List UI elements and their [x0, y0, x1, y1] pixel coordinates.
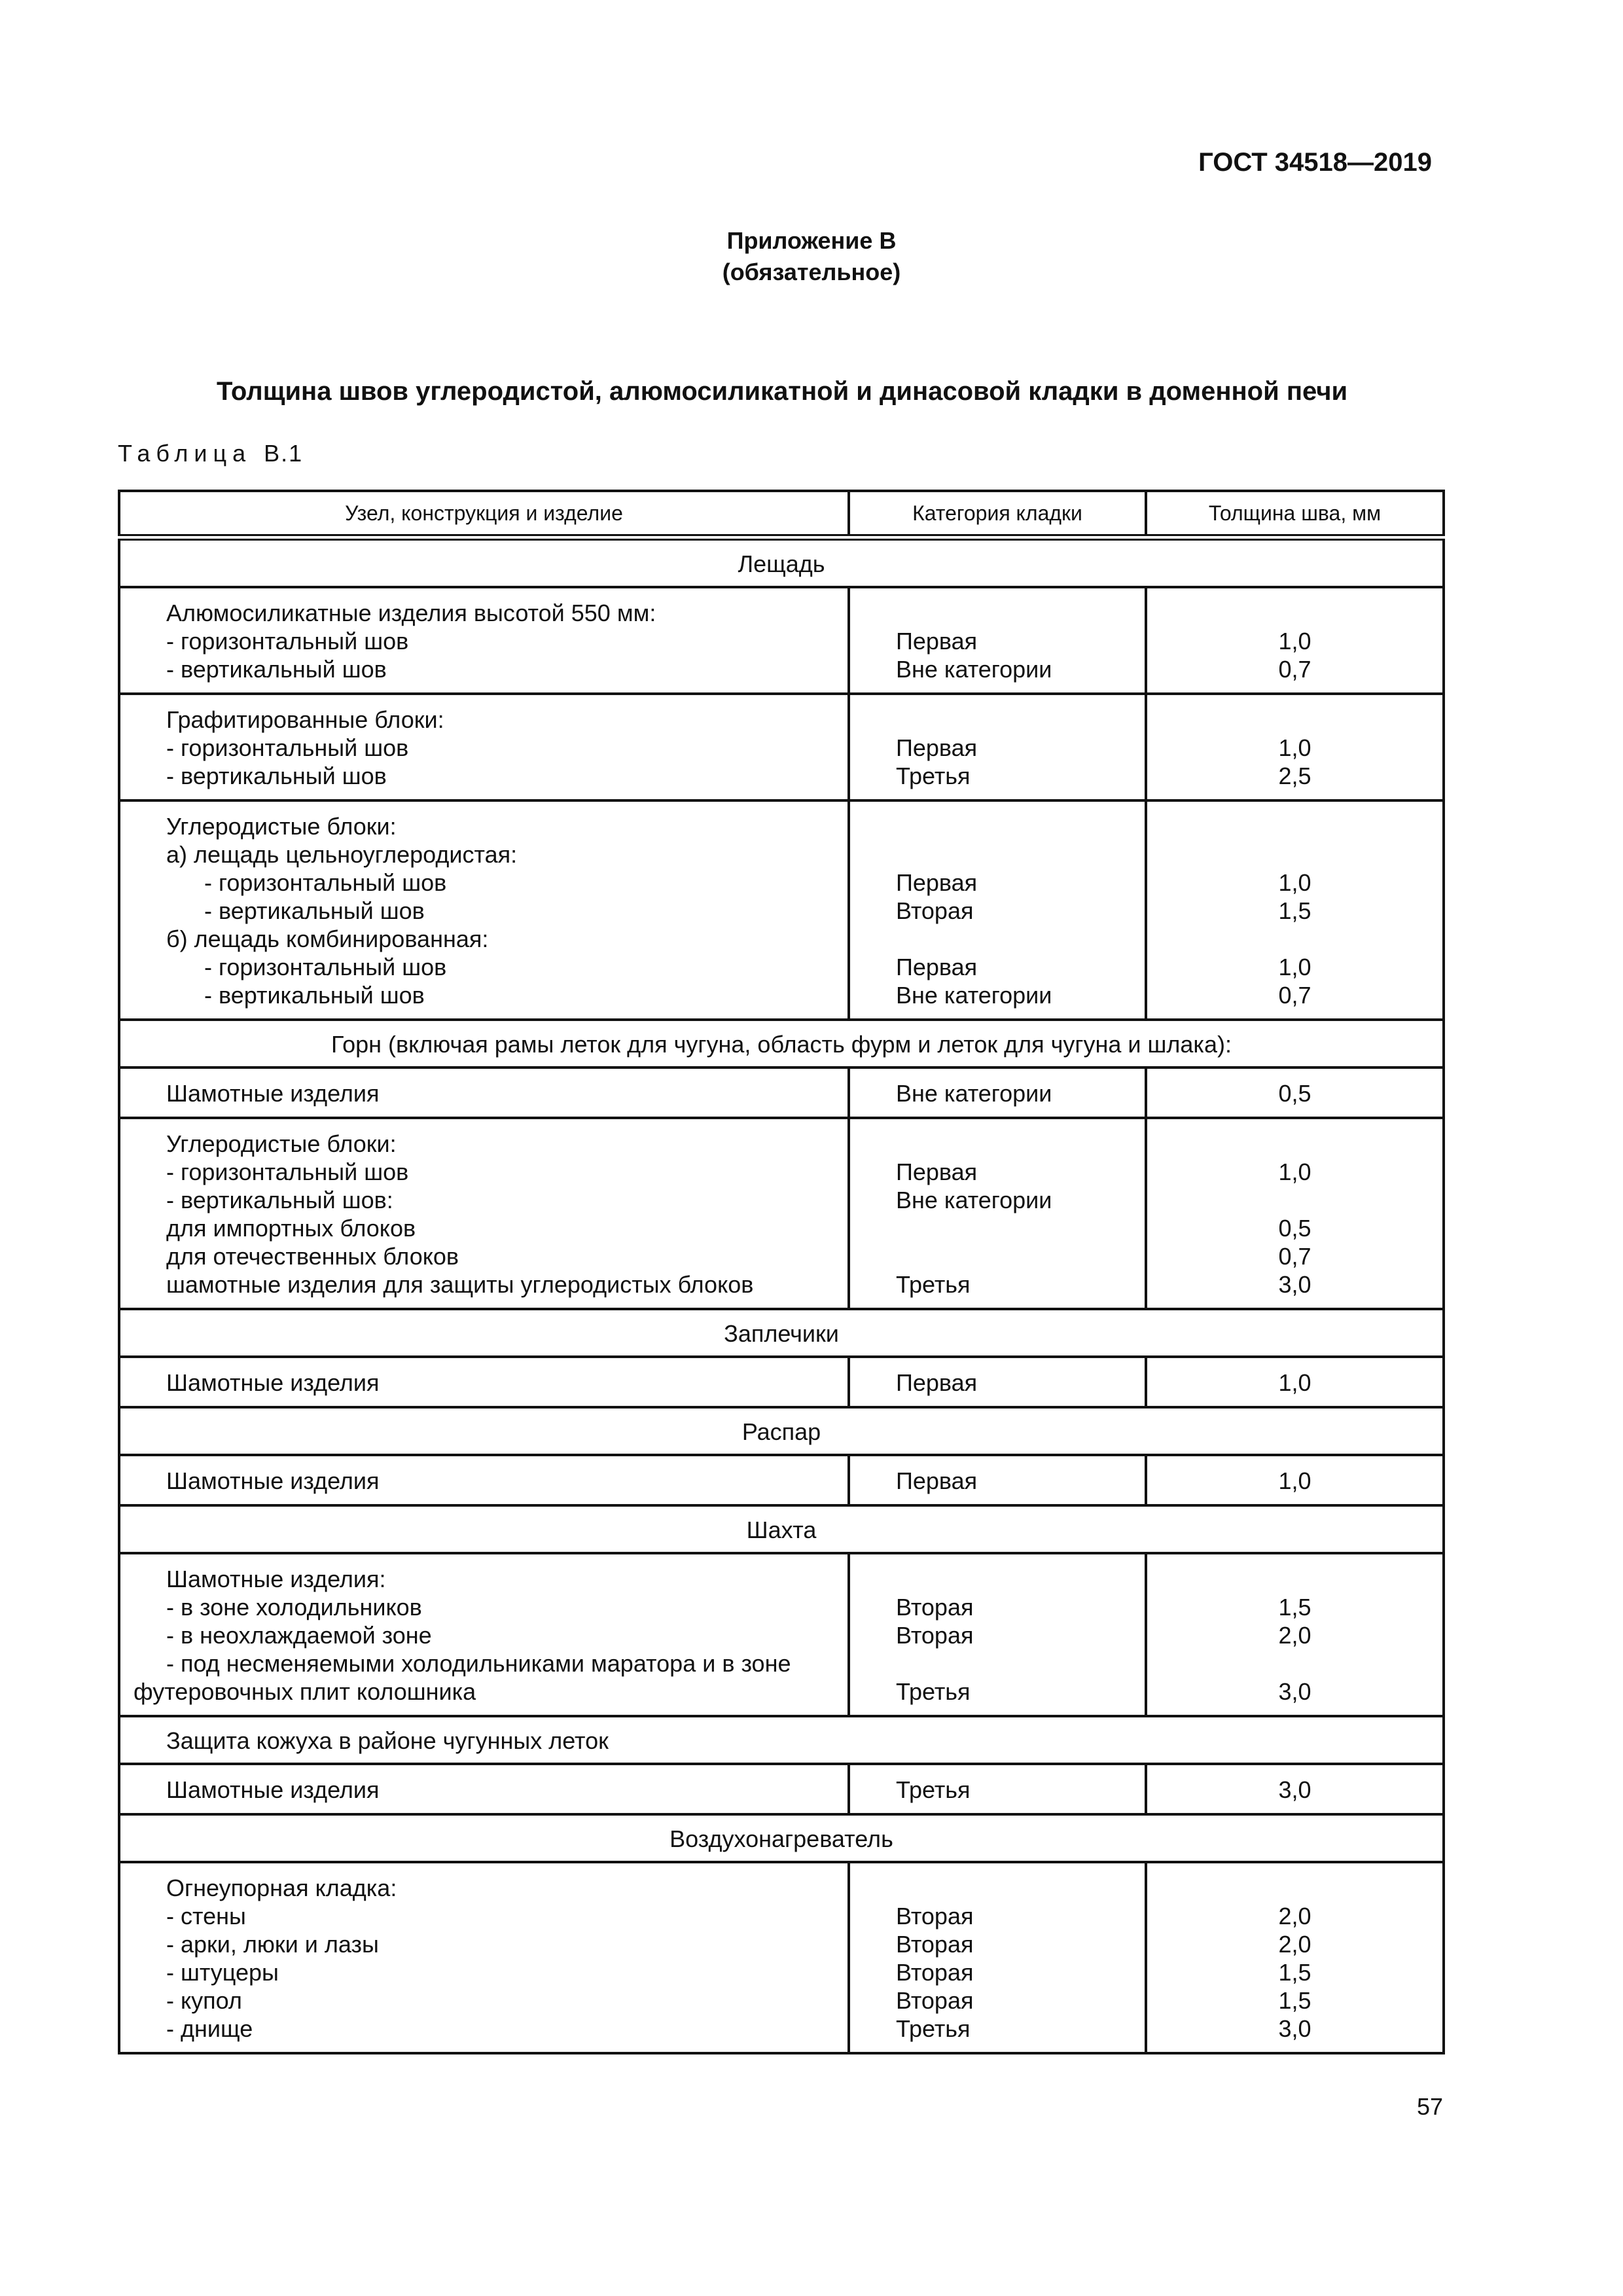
component-line: - горизонтальный шов [166, 628, 409, 655]
cell-name [119, 694, 849, 800]
cell-value [1146, 1357, 1444, 1407]
category-line: Вторая [896, 1931, 974, 1958]
category-line: Третья [896, 762, 971, 789]
component-line: Огнеупорная кладка: [166, 1874, 397, 1901]
category-line [896, 1242, 1145, 1270]
component-line: - в неохлаждаемой зоне [166, 1622, 432, 1649]
thickness-line: 2,0 [1278, 1622, 1311, 1649]
table-header-row [119, 491, 1444, 537]
table-section-row [119, 1505, 1444, 1553]
category-line: Первая [896, 869, 978, 896]
cell-value [1146, 1455, 1444, 1505]
category-line [896, 706, 1145, 734]
section-title: Защита кожуха в районе чугунных леток [119, 1716, 1444, 1764]
category-line [896, 1649, 1145, 1677]
cell-value [1146, 1118, 1444, 1309]
cell-category [849, 1862, 1146, 2053]
table-section-row [119, 1814, 1444, 1862]
standard-number: ГОСТ 34518—2019 [1198, 148, 1432, 177]
thickness-line [1147, 812, 1442, 840]
seam-thickness-table [118, 490, 1445, 2054]
cell-value [1146, 800, 1444, 1020]
thickness-line: 2,0 [1278, 1903, 1311, 1929]
cell-value [1146, 1553, 1444, 1716]
category-line [896, 1565, 1145, 1593]
category-line: Вне категории [896, 982, 1052, 1009]
header-category: Категория кладки [849, 491, 1146, 537]
table-section-row [119, 1407, 1444, 1455]
thickness-line: 3,0 [1278, 1271, 1311, 1298]
table-caption [118, 440, 303, 467]
cell-value [1146, 1764, 1444, 1814]
component-line: - горизонтальный шов [204, 954, 447, 980]
thickness-line: 1,5 [1278, 897, 1311, 924]
component-line: - вертикальный шов [204, 897, 425, 924]
cell-value [1146, 694, 1444, 800]
component-line: - горизонтальный шов [204, 869, 447, 896]
component-line: для отечественных блоков [166, 1243, 459, 1270]
component-line: - днище [166, 2015, 253, 2042]
cell-value [1146, 1862, 1444, 2053]
appendix-heading [0, 225, 1623, 288]
thickness-line: 1,0 [1278, 1467, 1311, 1494]
thickness-line [1147, 1130, 1442, 1158]
cell-name [119, 1455, 849, 1505]
category-line [896, 1214, 1145, 1242]
header-thickness: Толщина шва, мм [1146, 491, 1444, 537]
table-row [119, 800, 1444, 1020]
category-line [896, 1874, 1145, 1902]
table-row [119, 1553, 1444, 1716]
category-line: Вне категории [896, 1187, 1052, 1213]
category-line: Первая [896, 734, 978, 761]
table-row [119, 1862, 1444, 2053]
component-line: футеровочных плит колошника [134, 1678, 476, 1705]
document-title: Толщина швов углеродистой, алюмосиликатной и динасовой кладки в доменной печи [216, 377, 1348, 406]
category-line: Первая [896, 628, 978, 655]
category-line: Третья [896, 1271, 971, 1298]
thickness-line: 1,5 [1278, 1594, 1311, 1621]
category-line: Вторая [896, 897, 974, 924]
category-line [896, 812, 1145, 840]
cell-category [849, 1455, 1146, 1505]
cell-name [119, 1357, 849, 1407]
thickness-line: 3,0 [1278, 1776, 1311, 1803]
table-section-row [119, 1716, 1444, 1764]
thickness-line [1147, 1565, 1442, 1593]
thickness-line [1147, 840, 1442, 869]
component-line: Углеродистые блоки: [166, 1130, 397, 1157]
cell-name [119, 587, 849, 694]
cell-name [119, 1067, 849, 1118]
cell-category [849, 694, 1146, 800]
table-body [119, 537, 1444, 2053]
thickness-line: 1,5 [1278, 1987, 1311, 2014]
table-section-row [119, 1020, 1444, 1067]
component-line: - вертикальный шов [166, 656, 387, 683]
thickness-line: 1,0 [1278, 734, 1311, 761]
component-line: - вертикальный шов: [166, 1187, 393, 1213]
cell-name [119, 1764, 849, 1814]
table-caption-number: В.1 [264, 440, 304, 467]
thickness-line: 0,7 [1278, 982, 1311, 1009]
component-line: а) лещадь цельноуглеродистая: [166, 841, 518, 868]
table-row [119, 1357, 1444, 1407]
thickness-line: 1,0 [1278, 1158, 1311, 1185]
component-line: б) лещадь комбинированная: [166, 925, 489, 952]
category-line [896, 840, 1145, 869]
cell-value [1146, 587, 1444, 694]
thickness-line [1147, 706, 1442, 734]
component-line: - штуцеры [166, 1959, 279, 1986]
category-line: Первая [896, 954, 978, 980]
category-line: Вторая [896, 1622, 974, 1649]
thickness-line: 0,7 [1278, 1243, 1311, 1270]
component-line: Шамотные изделия [166, 1369, 380, 1396]
thickness-line: 0,5 [1278, 1080, 1311, 1107]
thickness-line: 0,7 [1278, 656, 1311, 683]
component-line: - горизонтальный шов [166, 1158, 409, 1185]
thickness-line: 1,0 [1278, 869, 1311, 896]
thickness-line: 1,0 [1278, 1369, 1311, 1396]
page-number: 57 [1416, 2093, 1443, 2120]
cell-category [849, 1118, 1146, 1309]
cell-category [849, 587, 1146, 694]
component-line: - стены [166, 1903, 246, 1929]
section-title: Лещадь [119, 537, 1444, 587]
thickness-line [1147, 1186, 1442, 1214]
category-line: Первая [896, 1158, 978, 1185]
category-line: Первая [896, 1369, 978, 1396]
component-line: шамотные изделия для защиты углеродистых блоков [166, 1271, 754, 1298]
table-row [119, 1764, 1444, 1814]
thickness-line: 3,0 [1278, 1678, 1311, 1705]
table-row [119, 694, 1444, 800]
table-section-row [119, 537, 1444, 587]
cell-name [119, 1118, 849, 1309]
section-title: Распар [119, 1407, 1444, 1455]
table-row [119, 1067, 1444, 1118]
section-title: Заплечики [119, 1309, 1444, 1357]
table-caption-word: Таблица [118, 440, 252, 467]
component-line: Шамотные изделия: [166, 1566, 386, 1592]
thickness-line [1147, 1874, 1442, 1902]
component-line: - купол [166, 1987, 242, 2014]
component-line: - вертикальный шов [204, 982, 425, 1009]
cell-category [849, 1357, 1146, 1407]
section-title: Горн (включая рамы леток для чугуна, область фурм и леток для чугуна и шлака): [119, 1020, 1444, 1067]
thickness-line: 1,5 [1278, 1959, 1311, 1986]
component-line: - в зоне холодильников [166, 1594, 422, 1621]
table-row [119, 1455, 1444, 1505]
cell-category [849, 1764, 1146, 1814]
category-line [896, 599, 1145, 627]
cell-category [849, 1553, 1146, 1716]
component-line: Шамотные изделия [166, 1080, 380, 1107]
category-line: Третья [896, 1678, 971, 1705]
table-section-row [119, 1309, 1444, 1357]
appendix-status: (обязательное) [722, 259, 901, 285]
section-title: Шахта [119, 1505, 1444, 1553]
cell-name [119, 800, 849, 1020]
table-row [119, 1118, 1444, 1309]
thickness-line [1147, 925, 1442, 953]
component-line: Шамотные изделия [166, 1467, 380, 1494]
thickness-line: 0,5 [1278, 1215, 1311, 1242]
component-line: - горизонтальный шов [166, 734, 409, 761]
thickness-line [1147, 599, 1442, 627]
component-line: Углеродистые блоки: [166, 813, 397, 840]
category-line: Третья [896, 2015, 971, 2042]
category-line [896, 1130, 1145, 1158]
thickness-line: 2,5 [1278, 762, 1311, 789]
cell-name [119, 1553, 849, 1716]
thickness-line: 3,0 [1278, 2015, 1311, 2042]
table-row [119, 587, 1444, 694]
thickness-line [1147, 1649, 1442, 1677]
category-line: Вторая [896, 1959, 974, 1986]
category-line: Первая [896, 1467, 978, 1494]
component-line: - арки, люки и лазы [166, 1931, 379, 1958]
thickness-line: 2,0 [1278, 1931, 1311, 1958]
category-line: Вторая [896, 1903, 974, 1929]
category-line: Вторая [896, 1594, 974, 1621]
header-component: Узел, конструкция и изделие [119, 491, 849, 537]
appendix-title: Приложение В [726, 227, 897, 254]
category-line: Вне категории [896, 1080, 1052, 1107]
category-line [896, 925, 1145, 953]
component-line: для импортных блоков [166, 1215, 416, 1242]
cell-category [849, 1067, 1146, 1118]
component-line: - под несменяемыми холодильниками маратора и в зоне [166, 1650, 791, 1677]
category-line: Третья [896, 1776, 971, 1803]
category-line: Вне категории [896, 656, 1052, 683]
thickness-line: 1,0 [1278, 954, 1311, 980]
component-line: Графитированные блоки: [166, 706, 444, 733]
component-line: Шамотные изделия [166, 1776, 380, 1803]
cell-category [849, 800, 1146, 1020]
cell-value [1146, 1067, 1444, 1118]
component-line: - вертикальный шов [166, 762, 387, 789]
cell-name [119, 1862, 849, 2053]
thickness-line: 1,0 [1278, 628, 1311, 655]
section-title: Воздухонагреватель [119, 1814, 1444, 1862]
category-line: Вторая [896, 1987, 974, 2014]
component-line: Алюмосиликатные изделия высотой 550 мм: [166, 600, 656, 626]
